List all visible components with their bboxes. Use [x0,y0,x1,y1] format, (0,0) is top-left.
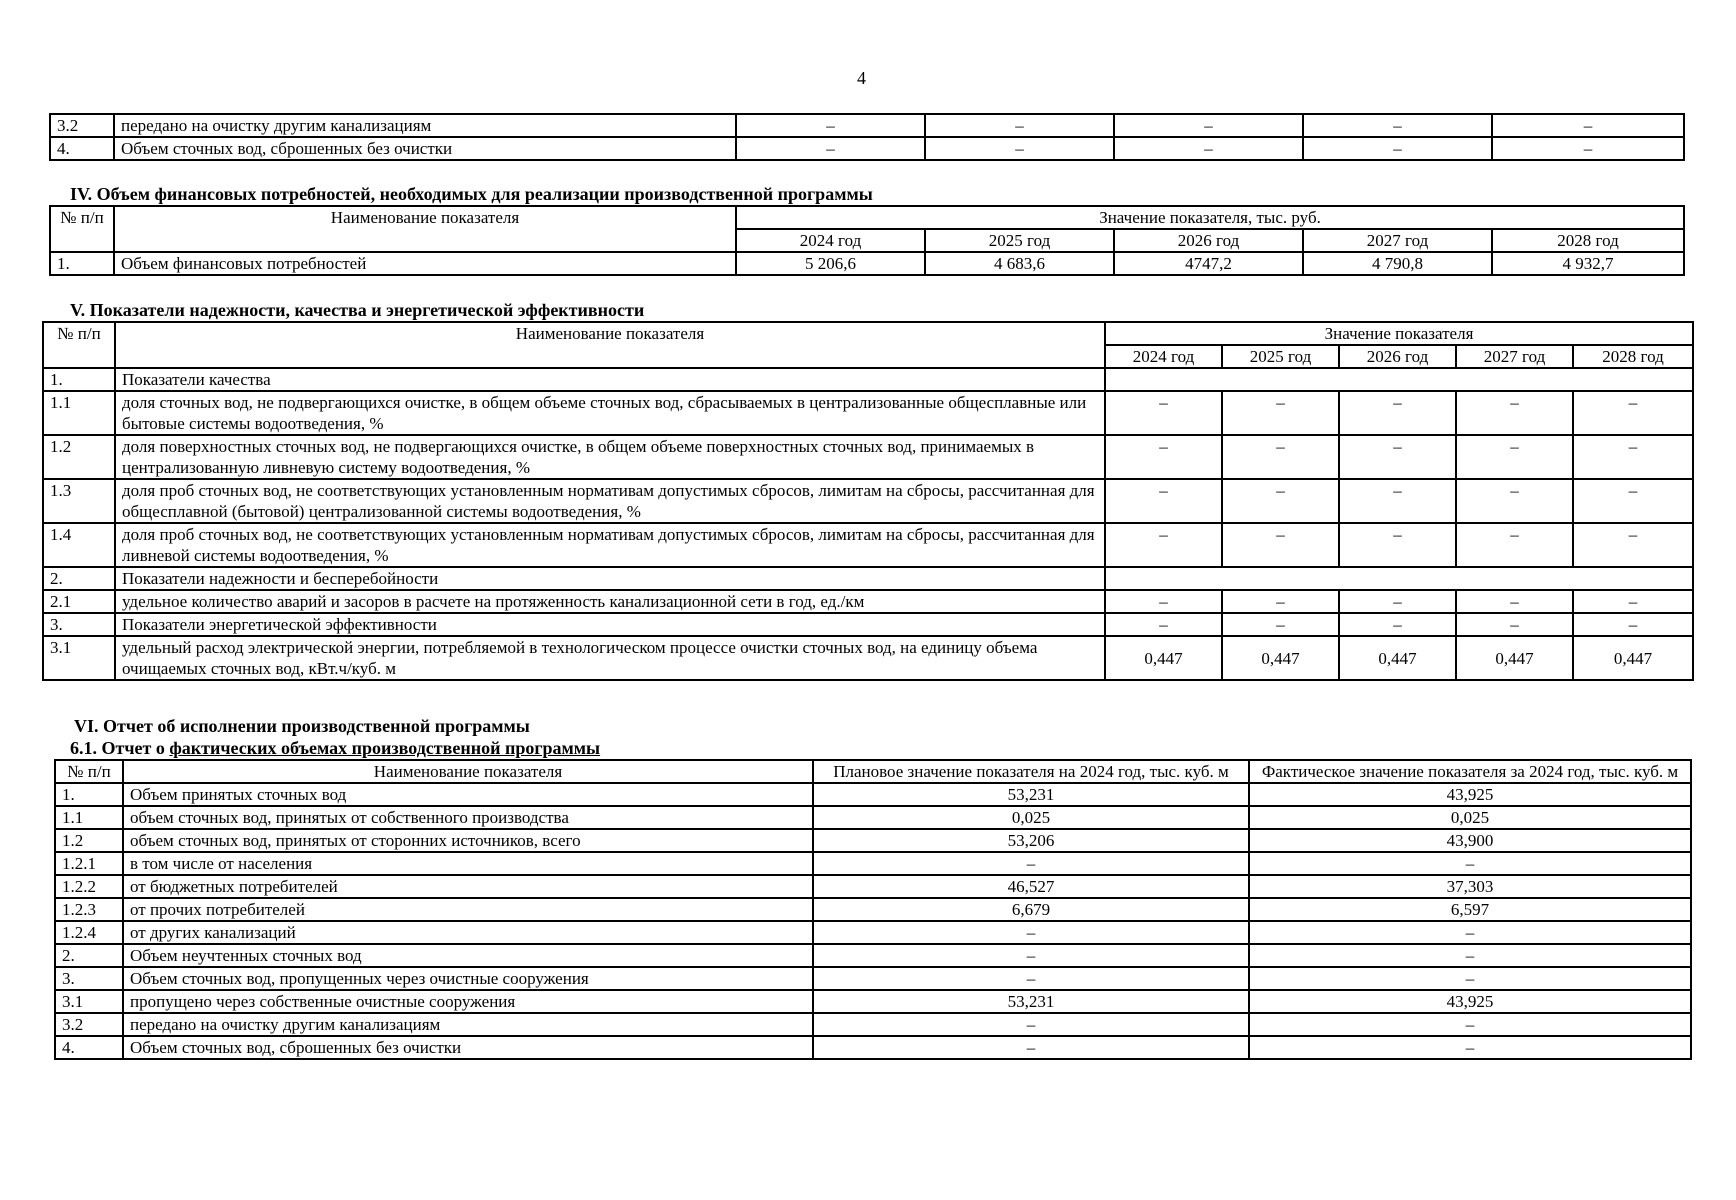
value-cell: – [1456,523,1573,567]
header-name: Наименование показателя [114,206,736,252]
row-number: 2.1 [43,590,115,613]
fact-cell: – [1249,852,1691,875]
row-number: 1.1 [43,391,115,435]
section-iv-title: IV. Объем финансовых потребностей, необходимых для реализации производственной программы [70,184,873,204]
value-cell: – [1492,137,1684,160]
value-cell: – [1105,479,1222,523]
row-number: 1. [55,783,123,806]
value-cell: – [1222,590,1339,613]
header-name: Наименование показателя [115,322,1105,368]
table-row [43,613,1693,636]
top-continuation-table [49,113,1685,161]
section-iv-table [49,205,1685,276]
value-cell: – [1456,391,1573,435]
subtitle-prefix: 6.1. Отчет о [70,738,170,758]
row-number: 3.1 [55,990,123,1013]
table-header-row [55,760,1691,783]
row-name: Показатели качества [115,368,1105,391]
plan-cell: – [813,1013,1249,1036]
table-row [50,137,1684,160]
table-row [55,898,1691,921]
value-cell: – [1492,114,1684,137]
row-name: Показатели энергетической эффективности [115,613,1105,636]
row-number: 1.1 [55,806,123,829]
table-row [55,829,1691,852]
table-row [55,783,1691,806]
value-cell: 0,447 [1105,636,1222,680]
row-number: 4. [55,1036,123,1059]
value-cell: – [1339,590,1456,613]
row-number: 3.2 [55,1013,123,1036]
plan-cell: 46,527 [813,875,1249,898]
plan-cell: 53,206 [813,829,1249,852]
value-cell: – [1573,479,1693,523]
row-name: Объем сточных вод, сброшенных без очистки [114,137,736,160]
row-number: 1.2 [43,435,115,479]
row-name: Объем неучтенных сточных вод [123,944,813,967]
plan-cell: – [813,1036,1249,1059]
value-cell: – [1339,613,1456,636]
row-name: Показатели надежности и бесперебойности [115,567,1105,590]
value-cell: – [1114,137,1303,160]
value-cell: – [1573,590,1693,613]
row-name: объем сточных вод, принятых от сторонних источников, всего [123,829,813,852]
value-cell: – [1105,391,1222,435]
value-cell: – [736,137,925,160]
row-number: 3.1 [43,636,115,680]
fact-cell: 43,925 [1249,783,1691,806]
value-cell [1105,567,1693,590]
row-number: 1.2.2 [55,875,123,898]
row-number: 1.2.1 [55,852,123,875]
fact-cell: – [1249,921,1691,944]
table-row [55,967,1691,990]
value-cell: – [1303,114,1492,137]
table-row [43,368,1693,391]
section-vi-title: VI. Отчет об исполнении производственной программы [74,716,530,736]
value-cell: – [925,114,1114,137]
table-row [43,391,1693,435]
value-cell: – [1339,523,1456,567]
row-name: в том числе от населения [123,852,813,875]
value-cell: – [1573,435,1693,479]
header-plan: Плановое значение показателя на 2024 год, тыс. куб. м [813,760,1249,783]
value-cell: – [1222,479,1339,523]
value-cell: – [1573,613,1693,636]
row-name: доля проб сточных вод, не соответствующих установленным нормативам допустимых сбросов, лимитам на сбросы, рассчитанная для общесплавной (бытовой) централизованной системы водоотведения, % [115,479,1105,523]
fact-cell: – [1249,944,1691,967]
plan-cell: – [813,967,1249,990]
section-v-table [42,321,1694,681]
value-cell: – [1573,391,1693,435]
table-row [43,567,1693,590]
value-cell: – [736,114,925,137]
plan-cell: – [813,944,1249,967]
value-cell: 5 206,6 [736,252,925,275]
value-cell: 0,447 [1456,636,1573,680]
value-cell: 4747,2 [1114,252,1303,275]
value-cell: – [1114,114,1303,137]
row-number: 1.2.3 [55,898,123,921]
fact-cell: 37,303 [1249,875,1691,898]
row-number: 1. [43,368,115,391]
fact-cell: – [1249,967,1691,990]
value-cell: – [1339,479,1456,523]
row-number: 2. [43,567,115,590]
page-number: 4 [857,68,866,88]
plan-cell: – [813,852,1249,875]
row-name: Объем сточных вод, пропущенных через очистные сооружения [123,967,813,990]
value-cell: – [1339,435,1456,479]
header-year: 2027 год [1456,345,1573,368]
row-number: 1.4 [43,523,115,567]
row-name: объем сточных вод, принятых от собственного производства [123,806,813,829]
row-number: 1.2.4 [55,921,123,944]
table-row [55,1013,1691,1036]
value-cell: 0,447 [1573,636,1693,680]
plan-cell: 53,231 [813,990,1249,1013]
header-name: Наименование показателя [123,760,813,783]
table-row [55,921,1691,944]
row-number: 3. [43,613,115,636]
header-year: 2025 год [1222,345,1339,368]
row-name: передано на очистку другим канализациям [114,114,736,137]
subtitle-underlined: фактических объемах производственной программы [169,738,601,758]
row-name: доля поверхностных сточных вод, не подвергающихся очистке, в общем объеме поверхностных сточных вод, принимаемых в централизованную ливневую систему водоотведения, % [115,435,1105,479]
row-name: удельное количество аварий и засоров в расчете на протяженность канализационной сети в год, ед./км [115,590,1105,613]
row-number: 1.3 [43,479,115,523]
value-cell: – [1105,523,1222,567]
table-header-row [50,206,1684,229]
row-name: от других канализаций [123,921,813,944]
header-number: № п/п [50,206,114,252]
value-cell: 0,447 [1339,636,1456,680]
fact-cell: 0,025 [1249,806,1691,829]
plan-cell: 53,231 [813,783,1249,806]
value-cell: – [1105,590,1222,613]
value-cell: 0,447 [1222,636,1339,680]
table-header-row [43,322,1693,345]
row-name: Объем финансовых потребностей [114,252,736,275]
row-name: Объем сточных вод, сброшенных без очистки [123,1036,813,1059]
header-year: 2024 год [1105,345,1222,368]
fact-cell: 43,925 [1249,990,1691,1013]
table-row [43,479,1693,523]
row-name: Объем принятых сточных вод [123,783,813,806]
row-name: передано на очистку другим канализациям [123,1013,813,1036]
header-year: 2027 год [1303,229,1492,252]
plan-cell: – [813,921,1249,944]
section-v-title: V. Показатели надежности, качества и энергетической эффективности [70,300,645,320]
value-cell: – [1303,137,1492,160]
fact-cell: – [1249,1013,1691,1036]
row-number: 1. [50,252,114,275]
header-year: 2028 год [1573,345,1693,368]
value-cell: – [1456,479,1573,523]
row-name: доля проб сточных вод, не соответствующих установленным нормативам допустимых сбросов, лимитам на сбросы, рассчитанная для ливневой системы водоотведения, % [115,523,1105,567]
value-cell: 4 932,7 [1492,252,1684,275]
header-value: Значение показателя, тыс. руб. [736,206,1684,229]
value-cell: – [1456,435,1573,479]
table-row [50,114,1684,137]
table-row [43,435,1693,479]
row-name: от прочих потребителей [123,898,813,921]
table-row [43,590,1693,613]
fact-cell: 6,597 [1249,898,1691,921]
table-row [43,636,1693,680]
value-cell [1105,368,1693,391]
value-cell: – [1339,391,1456,435]
table-row [55,1036,1691,1059]
value-cell: 4 790,8 [1303,252,1492,275]
row-number: 3.2 [50,114,114,137]
table-row [55,944,1691,967]
header-year: 2026 год [1114,229,1303,252]
fact-cell: 43,900 [1249,829,1691,852]
header-number: № п/п [43,322,115,368]
value-cell: – [925,137,1114,160]
table-row [55,806,1691,829]
header-year: 2028 год [1492,229,1684,252]
value-cell: – [1456,613,1573,636]
plan-cell: 0,025 [813,806,1249,829]
header-fact: Фактическое значение показателя за 2024 год, тыс. куб. м [1249,760,1691,783]
header-year: 2024 год [736,229,925,252]
section-vi-table [54,759,1692,1060]
value-cell: – [1456,590,1573,613]
fact-cell: – [1249,1036,1691,1059]
value-cell: – [1105,435,1222,479]
section-6-1-title [70,738,600,759]
header-year: 2026 год [1339,345,1456,368]
table-row [50,252,1684,275]
table-row [43,523,1693,567]
row-number: 1.2 [55,829,123,852]
row-number: 2. [55,944,123,967]
value-cell: – [1222,435,1339,479]
value-cell: – [1222,391,1339,435]
table-row [55,990,1691,1013]
value-cell: – [1105,613,1222,636]
header-number: № п/п [55,760,123,783]
header-year: 2025 год [925,229,1114,252]
row-number: 4. [50,137,114,160]
value-cell: – [1222,523,1339,567]
row-name: удельный расход электрической энергии, потребляемой в технологическом процессе очистки сточных вод, на единицу объема очищаемых сточных вод, кВт.ч/куб. м [115,636,1105,680]
table-row [55,852,1691,875]
header-value: Значение показателя [1105,322,1693,345]
plan-cell: 6,679 [813,898,1249,921]
value-cell: – [1222,613,1339,636]
row-number: 3. [55,967,123,990]
row-name: пропущено через собственные очистные сооружения [123,990,813,1013]
value-cell: – [1573,523,1693,567]
table-row [55,875,1691,898]
row-name: доля сточных вод, не подвергающихся очистке, в общем объеме сточных вод, сбрасываемых в централизованные общесплавные или бытовые системы водоотведения, % [115,391,1105,435]
value-cell: 4 683,6 [925,252,1114,275]
row-name: от бюджетных потребителей [123,875,813,898]
